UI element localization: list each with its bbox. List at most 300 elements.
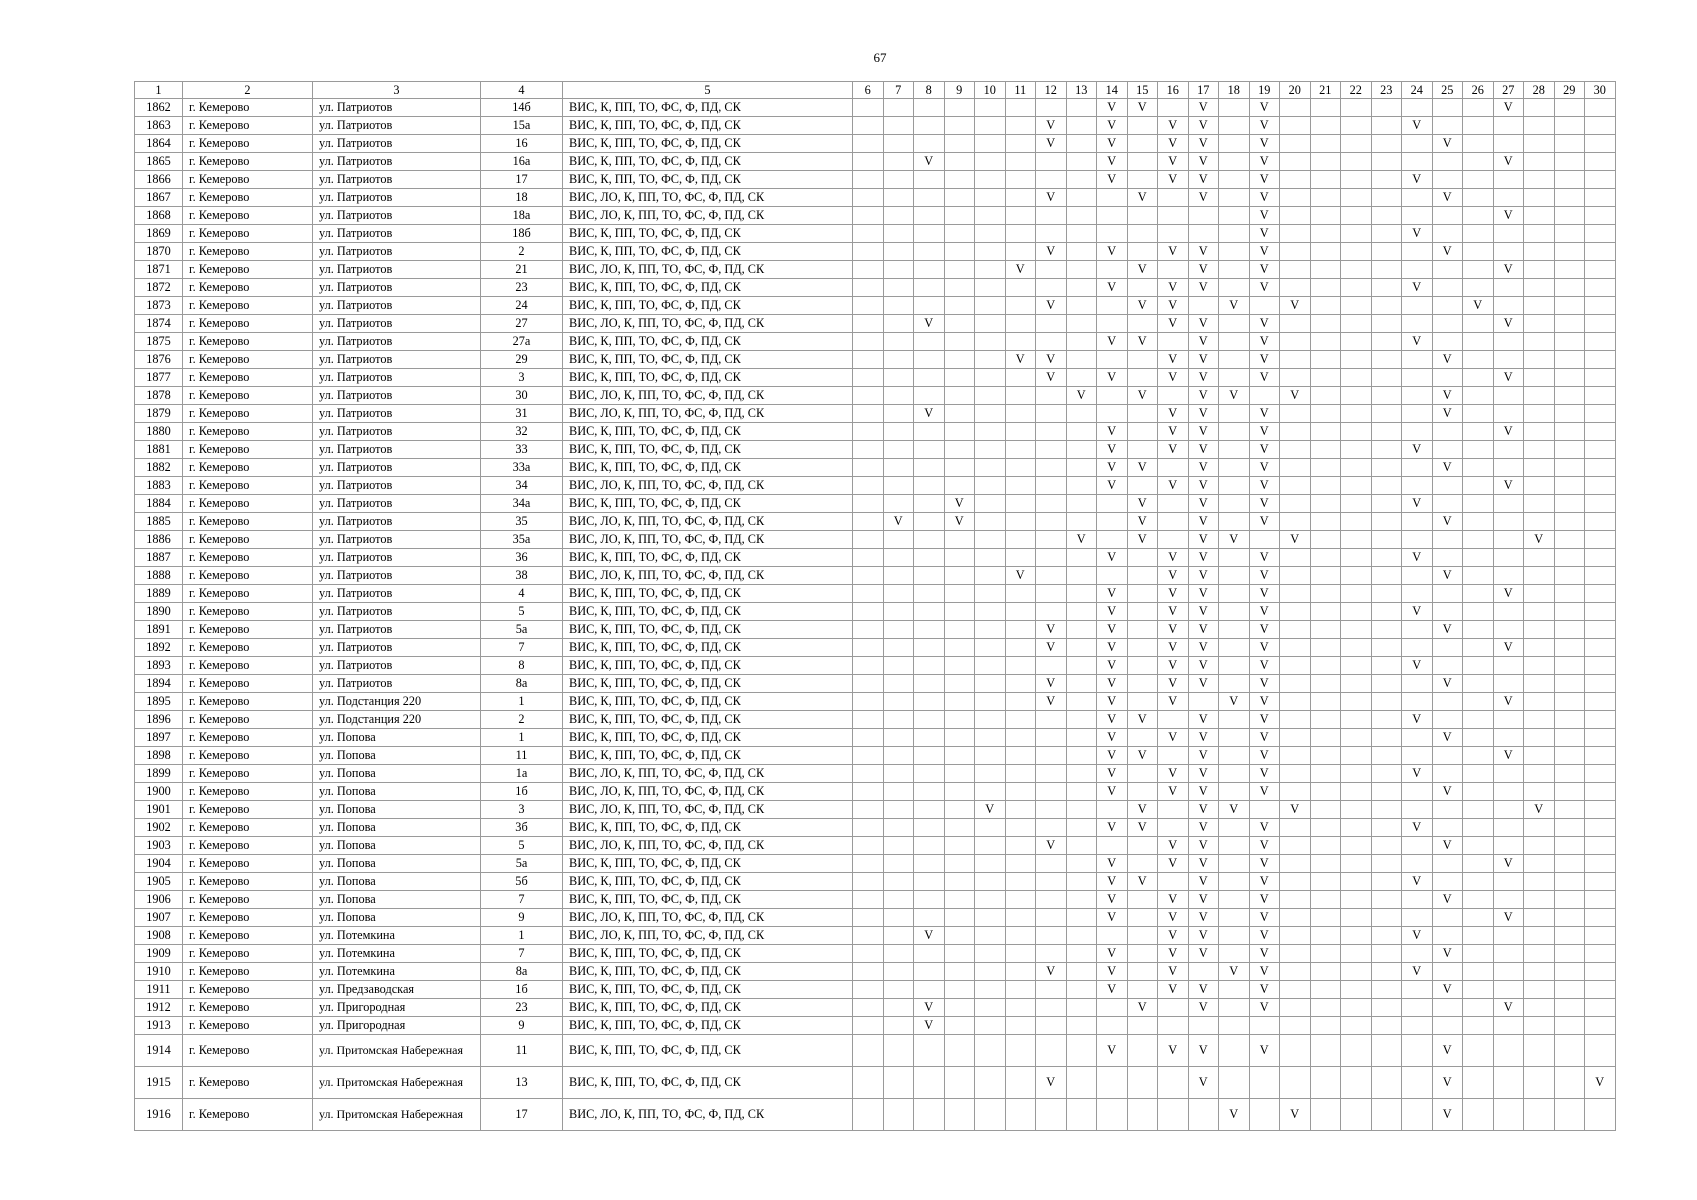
empty-cell-col-28: [1524, 387, 1555, 405]
works-cell: ВИС, К, ПП, ТО, ФС, Ф, ПД, СК: [563, 981, 853, 999]
works-cell: ВИС, ЛО, К, ПП, ТО, ФС, Ф, ПД, СК: [563, 765, 853, 783]
house-number-cell: 2: [481, 711, 563, 729]
check-mark-col-16: V: [1158, 315, 1189, 333]
empty-cell-col-10: [975, 981, 1006, 999]
empty-cell-col-10: [975, 765, 1006, 783]
check-mark-col-18: V: [1219, 297, 1250, 315]
empty-cell-col-8: [914, 747, 945, 765]
empty-cell-col-15: [1127, 1035, 1158, 1067]
city-cell: г. Кемерово: [183, 171, 313, 189]
empty-cell-col-11: [1005, 747, 1036, 765]
check-mark-col-15: V: [1127, 189, 1158, 207]
row-number: 1868: [135, 207, 183, 225]
check-mark-col-16: V: [1158, 639, 1189, 657]
empty-cell-col-14: [1097, 801, 1128, 819]
empty-cell-col-24: [1402, 135, 1433, 153]
check-mark-col-14: V: [1097, 1035, 1128, 1067]
works-cell: ВИС, К, ПП, ТО, ФС, Ф, ПД, СК: [563, 855, 853, 873]
empty-cell-col-24: [1402, 909, 1433, 927]
empty-cell-col-8: [914, 207, 945, 225]
empty-cell-col-20: [1280, 549, 1311, 567]
column-header-18: 18: [1219, 82, 1250, 99]
empty-cell-col-11: [1005, 873, 1036, 891]
empty-cell-col-7: [883, 207, 914, 225]
empty-cell-col-20: [1280, 891, 1311, 909]
empty-cell-col-18: [1219, 243, 1250, 261]
works-cell: ВИС, ЛО, К, ПП, ТО, ФС, Ф, ПД, СК: [563, 405, 853, 423]
works-cell: ВИС, К, ПП, ТО, ФС, Ф, ПД, СК: [563, 585, 853, 603]
check-mark-col-17: V: [1188, 837, 1219, 855]
check-mark-col-16: V: [1158, 855, 1189, 873]
empty-cell-col-23: [1371, 1017, 1402, 1035]
empty-cell-col-15: [1127, 1099, 1158, 1131]
empty-cell-col-26: [1463, 477, 1494, 495]
empty-cell-col-7: [883, 441, 914, 459]
empty-cell-col-24: [1402, 783, 1433, 801]
empty-cell-col-28: [1524, 765, 1555, 783]
empty-cell-col-21: [1310, 621, 1341, 639]
works-cell: ВИС, К, ПП, ТО, ФС, Ф, ПД, СК: [563, 1035, 853, 1067]
table-row: [135, 603, 1616, 621]
column-header-21: 21: [1310, 82, 1341, 99]
row-number: 1875: [135, 333, 183, 351]
empty-cell-col-11: [1005, 441, 1036, 459]
empty-cell-col-11: [1005, 99, 1036, 117]
empty-cell-col-17: [1188, 963, 1219, 981]
check-mark-col-14: V: [1097, 333, 1128, 351]
works-cell: ВИС, К, ПП, ТО, ФС, Ф, ПД, СК: [563, 153, 853, 171]
check-mark-col-12: V: [1036, 297, 1067, 315]
empty-cell-col-13: [1066, 549, 1097, 567]
check-mark-col-19: V: [1249, 711, 1280, 729]
empty-cell-col-7: [883, 909, 914, 927]
empty-cell-col-11: [1005, 189, 1036, 207]
empty-cell-col-26: [1463, 819, 1494, 837]
check-mark-col-12: V: [1036, 189, 1067, 207]
check-mark-col-14: V: [1097, 117, 1128, 135]
empty-cell-col-23: [1371, 441, 1402, 459]
empty-cell-col-7: [883, 1067, 914, 1099]
empty-cell-col-21: [1310, 261, 1341, 279]
check-mark-col-25: V: [1432, 981, 1463, 999]
empty-cell-col-18: [1219, 495, 1250, 513]
check-mark-col-16: V: [1158, 765, 1189, 783]
empty-cell-col-10: [975, 873, 1006, 891]
city-cell: г. Кемерово: [183, 729, 313, 747]
empty-cell-col-22: [1341, 603, 1372, 621]
empty-cell-col-29: [1554, 441, 1585, 459]
empty-cell-col-11: [1005, 315, 1036, 333]
empty-cell-col-11: [1005, 369, 1036, 387]
empty-cell-col-7: [883, 459, 914, 477]
empty-cell-col-30: [1585, 423, 1616, 441]
empty-cell-col-22: [1341, 153, 1372, 171]
empty-cell-col-13: [1066, 693, 1097, 711]
empty-cell-col-29: [1554, 999, 1585, 1017]
empty-cell-col-17: [1188, 693, 1219, 711]
check-mark-col-16: V: [1158, 945, 1189, 963]
check-mark-col-24: V: [1402, 711, 1433, 729]
empty-cell-col-13: [1066, 297, 1097, 315]
empty-cell-col-24: [1402, 387, 1433, 405]
empty-cell-col-16: [1158, 459, 1189, 477]
house-number-cell: 33: [481, 441, 563, 459]
empty-cell-col-20: [1280, 261, 1311, 279]
works-cell: ВИС, К, ПП, ТО, ФС, Ф, ПД, СК: [563, 693, 853, 711]
house-number-cell: 16: [481, 135, 563, 153]
empty-cell-col-6: [853, 495, 884, 513]
empty-cell-col-21: [1310, 387, 1341, 405]
row-number: 1903: [135, 837, 183, 855]
check-mark-col-9: V: [944, 495, 975, 513]
empty-cell-col-22: [1341, 171, 1372, 189]
empty-cell-col-8: [914, 189, 945, 207]
check-mark-col-25: V: [1432, 135, 1463, 153]
table-row: [135, 711, 1616, 729]
check-mark-col-12: V: [1036, 837, 1067, 855]
empty-cell-col-20: [1280, 675, 1311, 693]
empty-cell-col-29: [1554, 351, 1585, 369]
empty-cell-col-14: [1097, 837, 1128, 855]
empty-cell-col-23: [1371, 207, 1402, 225]
works-cell: ВИС, К, ПП, ТО, ФС, Ф, ПД, СК: [563, 225, 853, 243]
empty-cell-col-8: [914, 783, 945, 801]
empty-cell-col-11: [1005, 1067, 1036, 1099]
empty-cell-col-6: [853, 657, 884, 675]
empty-cell-col-12: [1036, 765, 1067, 783]
empty-cell-col-22: [1341, 711, 1372, 729]
empty-cell-col-18: [1219, 441, 1250, 459]
empty-cell-col-21: [1310, 153, 1341, 171]
row-number: 1871: [135, 261, 183, 279]
empty-cell-col-8: [914, 279, 945, 297]
empty-cell-col-13: [1066, 585, 1097, 603]
empty-cell-col-11: [1005, 603, 1036, 621]
check-mark-col-8: V: [914, 405, 945, 423]
table-row: [135, 549, 1616, 567]
empty-cell-col-11: [1005, 225, 1036, 243]
empty-cell-col-25: [1432, 99, 1463, 117]
table-row: [135, 441, 1616, 459]
empty-cell-col-12: [1036, 873, 1067, 891]
street-cell: ул. Пригородная: [313, 999, 481, 1017]
empty-cell-col-8: [914, 549, 945, 567]
empty-cell-col-24: [1402, 1099, 1433, 1131]
empty-cell-col-8: [914, 693, 945, 711]
empty-cell-col-29: [1554, 909, 1585, 927]
empty-cell-col-7: [883, 423, 914, 441]
empty-cell-col-28: [1524, 837, 1555, 855]
empty-cell-col-6: [853, 513, 884, 531]
empty-cell-col-26: [1463, 117, 1494, 135]
empty-cell-col-9: [944, 333, 975, 351]
empty-cell-col-30: [1585, 261, 1616, 279]
check-mark-col-17: V: [1188, 603, 1219, 621]
empty-cell-col-10: [975, 603, 1006, 621]
empty-cell-col-21: [1310, 765, 1341, 783]
house-number-cell: 11: [481, 1035, 563, 1067]
empty-cell-col-26: [1463, 225, 1494, 243]
house-number-cell: 14б: [481, 99, 563, 117]
check-mark-col-15: V: [1127, 873, 1158, 891]
empty-cell-col-15: [1127, 477, 1158, 495]
empty-cell-col-15: [1127, 243, 1158, 261]
column-header-19: 19: [1249, 82, 1280, 99]
check-mark-col-17: V: [1188, 1035, 1219, 1067]
empty-cell-col-6: [853, 279, 884, 297]
empty-cell-col-11: [1005, 765, 1036, 783]
empty-cell-col-23: [1371, 999, 1402, 1017]
empty-cell-col-29: [1554, 1099, 1585, 1131]
house-number-cell: 18: [481, 189, 563, 207]
empty-cell-col-8: [914, 243, 945, 261]
city-cell: г. Кемерово: [183, 999, 313, 1017]
works-cell: ВИС, К, ПП, ТО, ФС, Ф, ПД, СК: [563, 999, 853, 1017]
empty-cell-col-12: [1036, 855, 1067, 873]
empty-cell-col-23: [1371, 531, 1402, 549]
check-mark-col-16: V: [1158, 423, 1189, 441]
empty-cell-col-23: [1371, 117, 1402, 135]
empty-cell-col-21: [1310, 279, 1341, 297]
empty-cell-col-24: [1402, 297, 1433, 315]
check-mark-col-16: V: [1158, 927, 1189, 945]
empty-cell-col-7: [883, 819, 914, 837]
street-cell: ул. Патриотов: [313, 387, 481, 405]
empty-cell-col-29: [1554, 711, 1585, 729]
empty-cell-col-23: [1371, 189, 1402, 207]
empty-cell-col-9: [944, 945, 975, 963]
check-mark-col-8: V: [914, 999, 945, 1017]
row-number: 1900: [135, 783, 183, 801]
empty-cell-col-30: [1585, 873, 1616, 891]
empty-cell-col-20: [1280, 351, 1311, 369]
empty-cell-col-12: [1036, 657, 1067, 675]
empty-cell-col-18: [1219, 153, 1250, 171]
empty-cell-col-29: [1554, 747, 1585, 765]
empty-cell-col-17: [1188, 1017, 1219, 1035]
empty-cell-col-20: [1280, 1017, 1311, 1035]
row-number: 1911: [135, 981, 183, 999]
check-mark-col-24: V: [1402, 963, 1433, 981]
empty-cell-col-14: [1097, 189, 1128, 207]
empty-cell-col-10: [975, 315, 1006, 333]
table-row: [135, 531, 1616, 549]
empty-cell-col-20: [1280, 189, 1311, 207]
column-header-28: 28: [1524, 82, 1555, 99]
house-number-cell: 5а: [481, 621, 563, 639]
empty-cell-col-15: [1127, 225, 1158, 243]
empty-cell-col-19: [1249, 531, 1280, 549]
empty-cell-col-15: [1127, 117, 1158, 135]
empty-cell-col-30: [1585, 513, 1616, 531]
check-mark-col-27: V: [1493, 153, 1524, 171]
empty-cell-col-23: [1371, 513, 1402, 531]
empty-cell-col-13: [1066, 981, 1097, 999]
table-row: [135, 405, 1616, 423]
empty-cell-col-9: [944, 441, 975, 459]
empty-cell-col-28: [1524, 909, 1555, 927]
empty-cell-col-8: [914, 855, 945, 873]
empty-cell-col-23: [1371, 891, 1402, 909]
empty-cell-col-13: [1066, 855, 1097, 873]
empty-cell-col-13: [1066, 729, 1097, 747]
empty-cell-col-28: [1524, 189, 1555, 207]
empty-cell-col-30: [1585, 1099, 1616, 1131]
empty-cell-col-11: [1005, 279, 1036, 297]
empty-cell-col-14: [1097, 297, 1128, 315]
works-cell: ВИС, К, ПП, ТО, ФС, Ф, ПД, СК: [563, 711, 853, 729]
street-cell: ул. Потемкина: [313, 963, 481, 981]
empty-cell-col-22: [1341, 657, 1372, 675]
check-mark-col-17: V: [1188, 423, 1219, 441]
check-mark-col-19: V: [1249, 963, 1280, 981]
empty-cell-col-29: [1554, 477, 1585, 495]
column-header-2: 2: [183, 82, 313, 99]
empty-cell-col-23: [1371, 477, 1402, 495]
empty-cell-col-12: [1036, 747, 1067, 765]
empty-cell-col-28: [1524, 297, 1555, 315]
check-mark-col-12: V: [1036, 675, 1067, 693]
check-mark-col-17: V: [1188, 657, 1219, 675]
empty-cell-col-7: [883, 477, 914, 495]
empty-cell-col-6: [853, 891, 884, 909]
check-mark-col-19: V: [1249, 603, 1280, 621]
empty-cell-col-15: [1127, 153, 1158, 171]
check-mark-col-17: V: [1188, 945, 1219, 963]
row-number: 1901: [135, 801, 183, 819]
empty-cell-col-25: [1432, 369, 1463, 387]
empty-cell-col-23: [1371, 549, 1402, 567]
street-cell: ул. Попова: [313, 801, 481, 819]
empty-cell-col-22: [1341, 909, 1372, 927]
empty-cell-col-11: [1005, 1035, 1036, 1067]
empty-cell-col-28: [1524, 243, 1555, 261]
city-cell: г. Кемерово: [183, 909, 313, 927]
house-number-cell: 13: [481, 1067, 563, 1099]
check-mark-col-14: V: [1097, 729, 1128, 747]
empty-cell-col-21: [1310, 747, 1341, 765]
empty-cell-col-6: [853, 639, 884, 657]
table-row: [135, 369, 1616, 387]
empty-cell-col-21: [1310, 801, 1341, 819]
column-header-3: 3: [313, 82, 481, 99]
empty-cell-col-29: [1554, 279, 1585, 297]
empty-cell-col-29: [1554, 369, 1585, 387]
empty-cell-col-13: [1066, 1067, 1097, 1099]
check-mark-col-15: V: [1127, 531, 1158, 549]
row-number: 1912: [135, 999, 183, 1017]
check-mark-col-14: V: [1097, 477, 1128, 495]
check-mark-col-12: V: [1036, 135, 1067, 153]
empty-cell-col-25: [1432, 297, 1463, 315]
empty-cell-col-30: [1585, 315, 1616, 333]
check-mark-col-14: V: [1097, 459, 1128, 477]
empty-cell-col-13: [1066, 513, 1097, 531]
check-mark-col-19: V: [1249, 675, 1280, 693]
table-row: [135, 729, 1616, 747]
empty-cell-col-30: [1585, 657, 1616, 675]
empty-cell-col-14: [1097, 531, 1128, 549]
empty-cell-col-25: [1432, 333, 1463, 351]
empty-cell-col-13: [1066, 765, 1097, 783]
empty-cell-col-16: [1158, 747, 1189, 765]
empty-cell-col-11: [1005, 1017, 1036, 1035]
empty-cell-col-14: [1097, 387, 1128, 405]
empty-cell-col-11: [1005, 675, 1036, 693]
empty-cell-col-20: [1280, 729, 1311, 747]
empty-cell-col-9: [944, 225, 975, 243]
check-mark-col-25: V: [1432, 567, 1463, 585]
empty-cell-col-23: [1371, 693, 1402, 711]
check-mark-col-12: V: [1036, 639, 1067, 657]
check-mark-col-25: V: [1432, 189, 1463, 207]
works-cell: ВИС, ЛО, К, ПП, ТО, ФС, Ф, ПД, СК: [563, 927, 853, 945]
empty-cell-col-21: [1310, 729, 1341, 747]
empty-cell-col-20: [1280, 927, 1311, 945]
table-row: [135, 1017, 1616, 1035]
empty-cell-col-9: [944, 153, 975, 171]
works-cell: ВИС, ЛО, К, ПП, ТО, ФС, Ф, ПД, СК: [563, 801, 853, 819]
check-mark-col-13: V: [1066, 387, 1097, 405]
empty-cell-col-27: [1493, 225, 1524, 243]
empty-cell-col-23: [1371, 783, 1402, 801]
empty-cell-col-20: [1280, 1067, 1311, 1099]
empty-cell-col-27: [1493, 765, 1524, 783]
empty-cell-col-10: [975, 423, 1006, 441]
empty-cell-col-24: [1402, 981, 1433, 999]
empty-cell-col-7: [883, 189, 914, 207]
check-mark-col-17: V: [1188, 747, 1219, 765]
row-number: 1866: [135, 171, 183, 189]
empty-cell-col-11: [1005, 711, 1036, 729]
empty-cell-col-10: [975, 459, 1006, 477]
check-mark-col-24: V: [1402, 765, 1433, 783]
row-number: 1886: [135, 531, 183, 549]
check-mark-col-12: V: [1036, 1067, 1067, 1099]
empty-cell-col-13: [1066, 621, 1097, 639]
street-cell: ул. Попова: [313, 855, 481, 873]
empty-cell-col-6: [853, 783, 884, 801]
check-mark-col-27: V: [1493, 99, 1524, 117]
empty-cell-col-7: [883, 531, 914, 549]
check-mark-col-14: V: [1097, 981, 1128, 999]
empty-cell-col-22: [1341, 369, 1372, 387]
empty-cell-col-8: [914, 333, 945, 351]
empty-cell-col-13: [1066, 369, 1097, 387]
empty-cell-col-16: [1158, 495, 1189, 513]
empty-cell-col-30: [1585, 495, 1616, 513]
check-mark-col-25: V: [1432, 459, 1463, 477]
street-cell: ул. Патриотов: [313, 567, 481, 585]
empty-cell-col-18: [1219, 261, 1250, 279]
check-mark-col-16: V: [1158, 675, 1189, 693]
table-row: [135, 855, 1616, 873]
check-mark-col-17: V: [1188, 999, 1219, 1017]
city-cell: г. Кемерово: [183, 783, 313, 801]
empty-cell-col-12: [1036, 153, 1067, 171]
empty-cell-col-25: [1432, 441, 1463, 459]
empty-cell-col-27: [1493, 441, 1524, 459]
column-header-1: 1: [135, 82, 183, 99]
empty-cell-col-8: [914, 675, 945, 693]
empty-cell-col-10: [975, 639, 1006, 657]
empty-cell-col-7: [883, 639, 914, 657]
check-mark-col-13: V: [1066, 531, 1097, 549]
check-mark-col-27: V: [1493, 261, 1524, 279]
empty-cell-col-25: [1432, 657, 1463, 675]
row-number: 1910: [135, 963, 183, 981]
check-mark-col-19: V: [1249, 819, 1280, 837]
